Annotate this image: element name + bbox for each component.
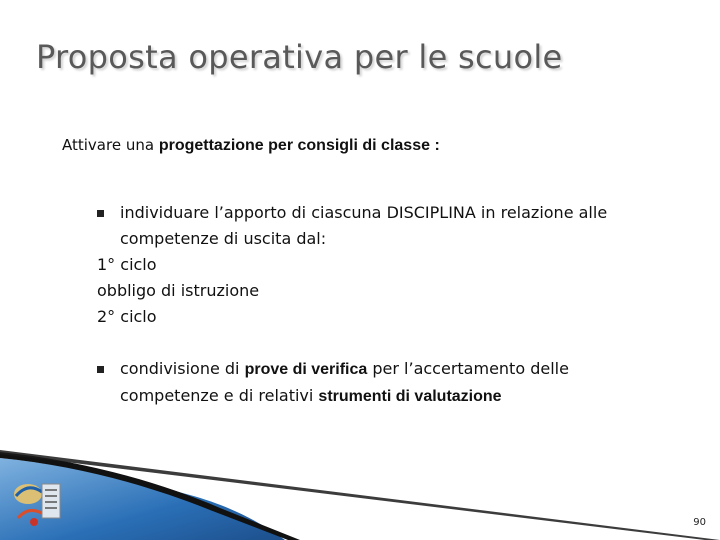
- bullet-square-icon: [97, 366, 104, 373]
- bullet-2-text-c: competenze e di relativi: [120, 386, 319, 405]
- bullet-1-line-2: competenze di uscita dal:: [120, 229, 327, 248]
- intro-bold: progettazione per consigli di classe :: [158, 137, 440, 154]
- intro-text: [62, 136, 440, 155]
- page-number: 90: [693, 517, 706, 528]
- anp-logo-icon: [12, 478, 64, 528]
- bullet-2-line-2: [97, 383, 569, 410]
- bullet-block-2: [97, 356, 569, 410]
- bullet-1-line-1: individuare l’apporto di ciascuna DISCIPLINA in relazione alle: [120, 203, 608, 222]
- bullet-item-1: [97, 200, 607, 226]
- list-item: 1° ciclo: [97, 255, 157, 274]
- bullet-block-1: [97, 200, 607, 330]
- bullet-item-2: [97, 356, 569, 383]
- page-title: Proposta operativa per le scuole: [36, 38, 563, 76]
- list-item: 2° ciclo: [97, 307, 157, 326]
- corner-decoration: [0, 450, 720, 540]
- bullet-2-text-b: per l’accertamento delle: [367, 359, 569, 378]
- bullet-2-bold-b: strumenti di valutazione: [318, 388, 502, 405]
- bullet-2-text-a: condivisione di: [120, 359, 245, 378]
- intro-lead: Attivare una: [62, 136, 159, 154]
- list-item: obbligo di istruzione: [97, 281, 260, 300]
- bullet-square-icon: [97, 210, 104, 217]
- bullet-2-bold-a: prove di verifica: [244, 361, 368, 378]
